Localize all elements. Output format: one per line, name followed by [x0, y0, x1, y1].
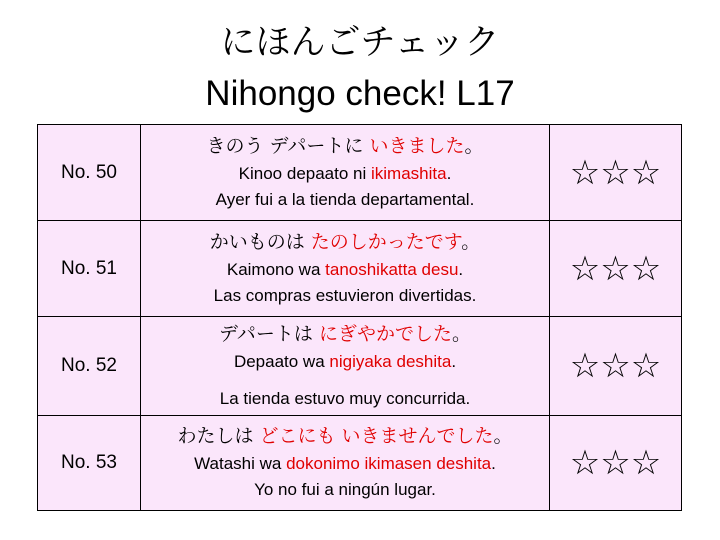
table-row — [38, 221, 682, 317]
japanese-sentence — [141, 425, 549, 448]
romaji-highlight: dokonimo ikimasen deshita — [286, 454, 492, 473]
star-rating[interactable]: ☆☆☆ — [550, 416, 682, 511]
romaji-punct: . — [446, 163, 452, 183]
romaji-highlight: ikimashita — [371, 163, 447, 183]
japanese-text: わたしは — [177, 425, 260, 448]
star-rating[interactable]: ☆☆☆ — [550, 317, 682, 416]
page-title-japanese: にほんごチェック — [220, 23, 500, 63]
sentence-cell — [141, 125, 550, 221]
row-number: No. 50 — [38, 125, 141, 221]
romaji-highlight: nigiyaka deshita — [329, 351, 452, 371]
row-number: No. 52 — [38, 317, 141, 416]
japanese-highlight: どこにも いきませんでした — [259, 425, 494, 448]
check-table — [37, 124, 682, 511]
romaji-text: Depaato wa — [233, 351, 330, 371]
japanese-text: デパートは — [219, 322, 319, 345]
japanese-text: かいものは — [209, 230, 311, 253]
table-row — [38, 317, 682, 416]
star-rating[interactable]: ☆☆☆ — [550, 221, 682, 317]
japanese-punct: 。 — [461, 230, 481, 253]
romaji-sentence — [141, 164, 549, 184]
spanish-sentence: La tienda estuvo muy concurrida. — [219, 388, 471, 408]
table-row — [38, 125, 682, 221]
japanese-highlight: たのしかったです — [310, 230, 462, 253]
japanese-highlight: にぎやかでした — [318, 322, 452, 345]
page-title-english: Nihongo check! L17 — [205, 74, 515, 113]
romaji-text: Watashi wa — [194, 454, 287, 473]
romaji-text: Kinoo depaato ni — [238, 163, 371, 183]
japanese-highlight: いきました — [369, 134, 465, 157]
sentence-cell — [141, 416, 550, 511]
japanese-sentence — [141, 231, 549, 254]
japanese-punct: 。 — [493, 425, 513, 448]
spanish-sentence: Yo no fui a ningún lugar. — [254, 480, 436, 500]
row-number: No. 51 — [38, 221, 141, 317]
japanese-punct: 。 — [451, 322, 471, 345]
japanese-sentence — [141, 323, 549, 346]
sentence-cell — [141, 221, 550, 317]
sentence-cell — [141, 317, 550, 416]
japanese-punct: 。 — [464, 134, 484, 157]
romaji-sentence — [141, 454, 549, 474]
row-number: No. 53 — [38, 416, 141, 511]
romaji-punct: . — [458, 259, 464, 279]
romaji-text: Kaimono wa — [226, 259, 326, 279]
romaji-sentence — [141, 260, 549, 280]
romaji-punct: . — [491, 454, 496, 473]
japanese-text: きのう デパートに — [206, 134, 370, 157]
spanish-sentence: Las compras estuvieron divertidas. — [213, 285, 477, 305]
star-rating[interactable]: ☆☆☆ — [550, 125, 682, 221]
romaji-punct: . — [451, 351, 457, 371]
spanish-sentence: Ayer fui a la tienda departamental. — [215, 189, 475, 209]
table-row — [38, 416, 682, 511]
romaji-sentence — [141, 352, 549, 372]
japanese-sentence — [141, 135, 549, 158]
romaji-highlight: tanoshikatta desu — [325, 259, 459, 279]
